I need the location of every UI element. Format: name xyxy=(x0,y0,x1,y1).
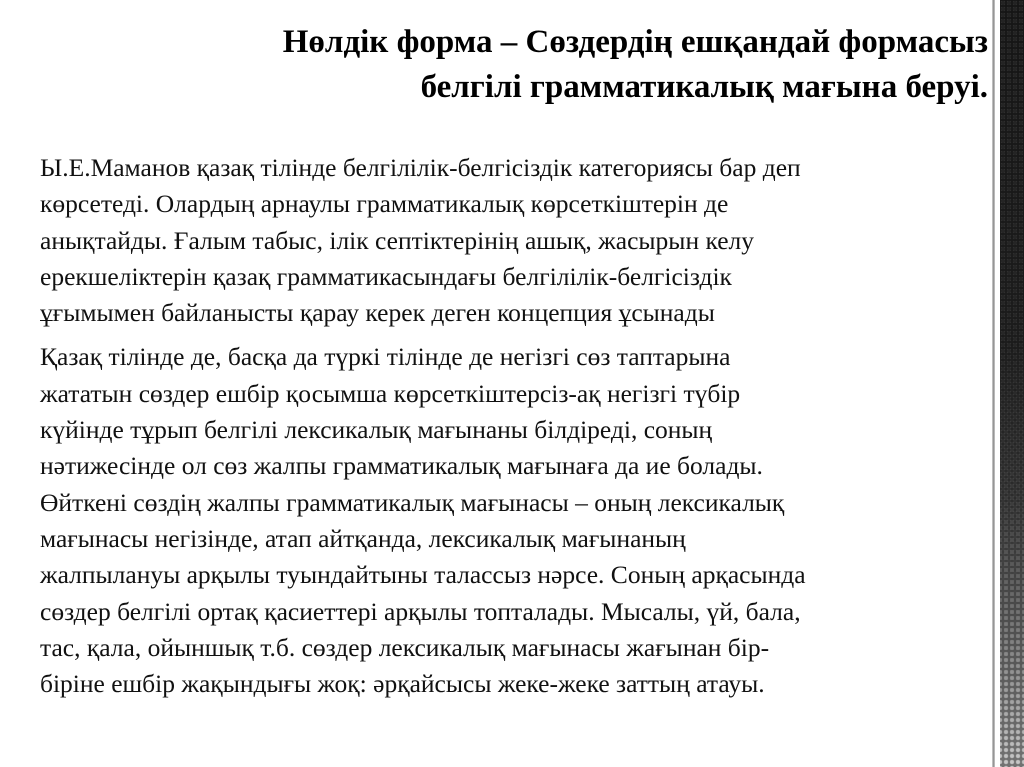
decorative-texture-overlay xyxy=(1000,0,1024,767)
text-line: Қазақ тілінде де, басқа да түркі тілінде де негізгі сөз таптарына xyxy=(40,342,731,372)
vertical-divider xyxy=(992,0,995,767)
text-line: ерекшеліктерін қазақ грамматикасындағы белгілілік-белгісіздік xyxy=(40,261,732,291)
text-line: тас, қала, ойыншық т.б. сөздер лексикалық мағынасы жағынан бір- xyxy=(40,632,770,662)
text-line: анықтайды. Ғалым табыс, ілік септіктерінің ашық, жасырын келу xyxy=(40,225,755,255)
slide-body xyxy=(40,150,980,702)
paragraph-mamanov xyxy=(40,150,980,331)
text-line: көрсетеді. Олардың арнаулы грамматикалық көрсеткіштерін де xyxy=(40,189,729,219)
slide-title xyxy=(88,20,988,110)
paragraph-word-classes xyxy=(40,339,980,702)
text-line: біріне ешбір жақындығы жоқ: әрқайсысы жеке-жеке заттың атауы. xyxy=(40,669,765,699)
text-line: Ы.Е.Маманов қазақ тілінде белгілілік-белгісіздік категориясы бар деп xyxy=(40,153,801,182)
text-line: жалпылануы арқылы туындайтыны талассыз нәрсе. Соның арқасында xyxy=(40,560,806,590)
text-line: сөздер белгілі ортақ қасиеттері арқылы топталады. Мысалы, үй, бала, xyxy=(40,596,801,626)
text-line: күйінде тұрып белгілі лексикалық мағынаны білдіреді, соның xyxy=(40,415,713,445)
slide-title-line-1: Нөлдік форма – Сөздердің ешқандай формасыз xyxy=(282,24,988,60)
text-line: Өйткені сөздің жалпы грамматикалық мағынасы – оның лексикалық xyxy=(40,487,785,517)
text-line: мағынасы негізінде, атап айтқанда, лексикалық мағынаның xyxy=(40,523,686,553)
text-line: нәтижесінде ол сөз жалпы грамматикалық мағынаға да ие болады. xyxy=(40,451,763,481)
slide-title-line-2: белгілі грамматикалық мағына беруі. xyxy=(420,69,988,105)
text-line: ұғымымен байланысты қарау керек деген концепция ұсынады xyxy=(40,298,715,328)
text-line: жататын сөздер ешбір қосымша көрсеткіштерсіз-ақ негізгі түбір xyxy=(40,378,741,408)
